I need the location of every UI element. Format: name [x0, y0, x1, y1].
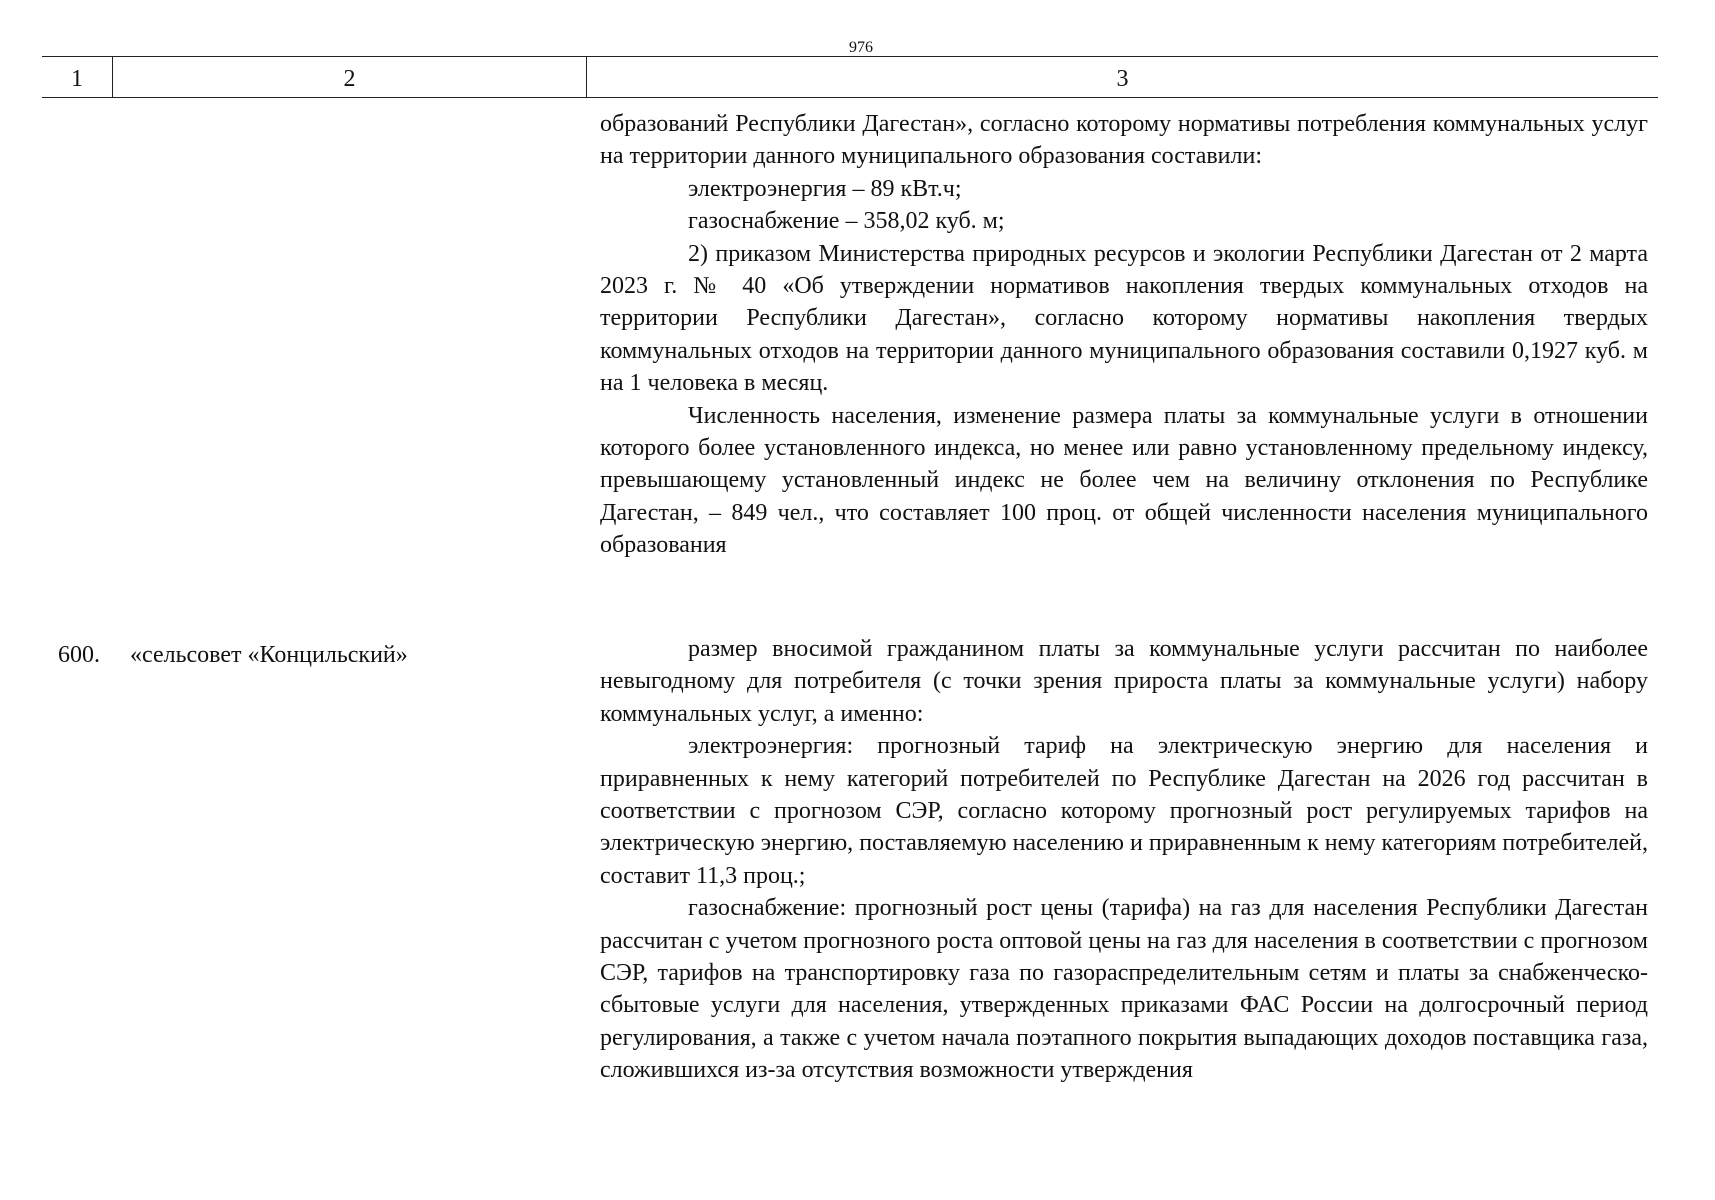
page-number: 976 — [849, 39, 873, 56]
municipality-name: «сельсовет «Концильский» — [130, 642, 408, 668]
header-bottom-rule — [42, 97, 1658, 98]
paragraph: 2) приказом Министерства природных ресурсов и экологии Республики Дагестан от 2 марта 2023 г. № 40 «Об утверждении нормативов накопления твердых коммунальных отходов на территории Республики Дагестан», согласно которому нормативы накопления твердых коммунальных отходов на территории данного муниципального образования составили 0,1927 куб. м на 1 человека в месяц. — [600, 240, 1648, 397]
column-header-1: 1 — [71, 66, 83, 92]
continuation-text-block — [600, 108, 1648, 562]
paragraph: образований Республики Дагестан», согласно которому нормативы потребления коммунальных услуг на территории данного муниципального образования составили: — [600, 111, 1648, 170]
header-top-rule — [42, 56, 1658, 57]
paragraph: газоснабжение: прогнозный рост цены (тарифа) на газ для населения Республики Дагестан рассчитан с учетом прогнозного роста оптовой цены на газ для населения в соответствии с прогнозом СЭР, тарифов на транспортировку газа по газораспределительным сетям и платы за снабженческо-сбытовые услуги для населения, утвержденных приказами ФАС России на долгосрочный период регулирования, а также с учетом начала поэтапного покрытия выпадающих доходов поставщика газа, сложившихся из-за отсутствия возможности утверждения — [600, 895, 1648, 1084]
column-header-3: 3 — [1116, 66, 1129, 92]
paragraph: размер вносимой гражданином платы за коммунальные услуги рассчитан по наиболее невыгодному для потребителя (с точки зрения прироста платы за коммунальные услуги) набору коммунальных услуг, а именно: — [600, 636, 1648, 727]
row-600-text-block — [600, 633, 1648, 1087]
paragraph: Численность населения, изменение размера платы за коммунальные услуги в отношении которого более установленного индекса, но менее или равно установленному предельному индексу, превышающему установленный индекс не более чем на величину отклонения по Республике Дагестан, – 849 чел., что составляет 100 проц. от общей численности населения муниципального образования — [600, 402, 1648, 559]
paragraph: электроэнергия: прогнозный тариф на электрическую энергию для населения и приравненных к нему категорий потребителей по Республике Дагестан на 2026 год рассчитан в соответствии с прогнозом СЭР, согласно которому прогнозный рост регулируемых тарифов на электрическую энергию, поставляемую населению и приравненным к нему категориям потребителей, составит 11,3 проц.; — [600, 733, 1648, 889]
column-header-2: 2 — [343, 66, 356, 92]
paragraph: газоснабжение – 358,02 куб. м; — [688, 208, 1005, 235]
row-number: 600. — [58, 642, 100, 668]
paragraph: электроэнергия – 89 кВт.ч; — [688, 175, 962, 202]
